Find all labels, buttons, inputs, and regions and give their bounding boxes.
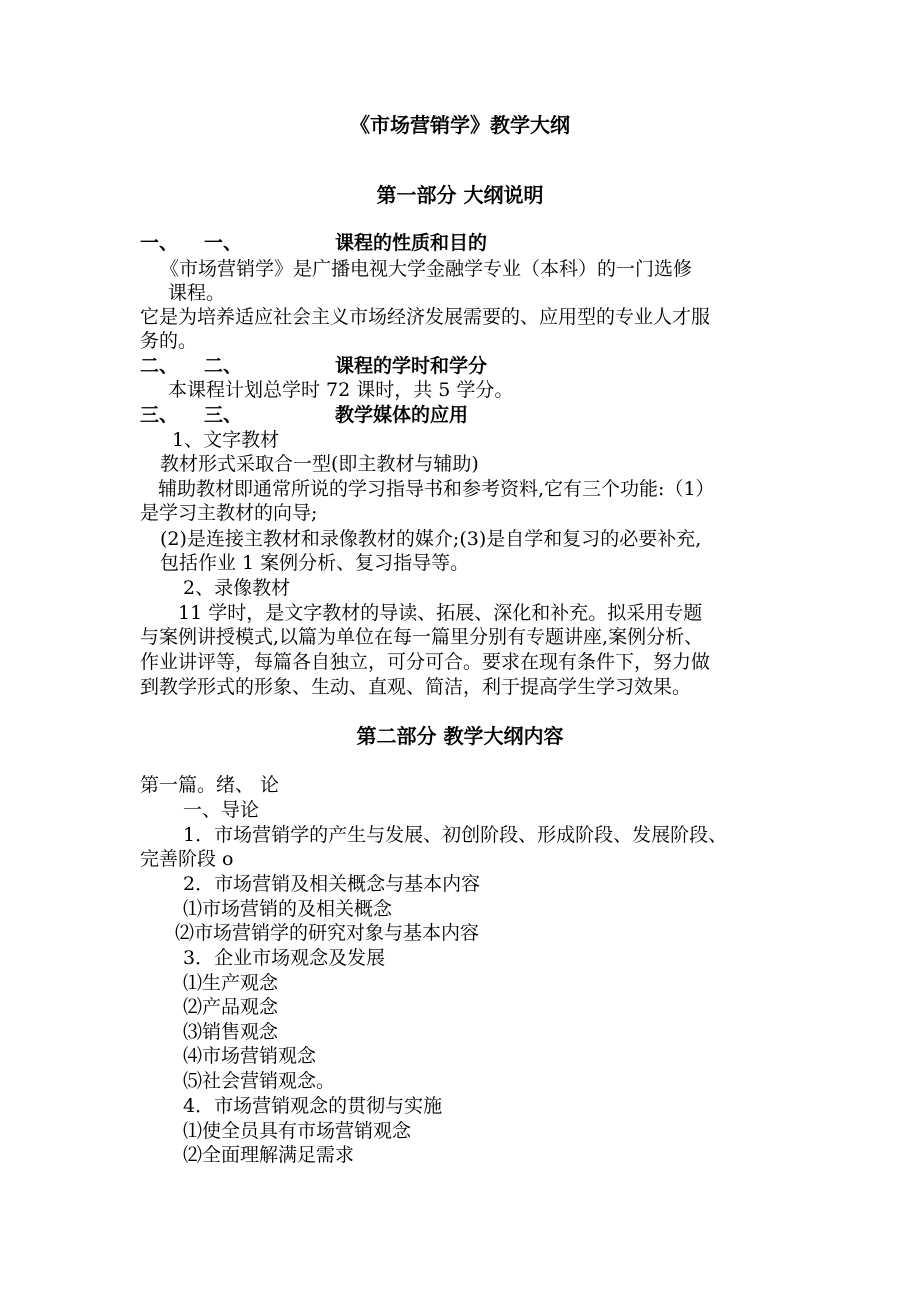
paragraph-line: 辅助教材即通常所说的学习指导书和参考资料,它有三个功能:（1） [158, 478, 715, 500]
section3-number-inner: 三、 [204, 404, 243, 426]
section1-heading: 课程的性质和目的 [335, 232, 488, 254]
chapter-heading: 第一篇。绪、 论 [140, 774, 280, 796]
outline-line: 完善阶段 o [140, 848, 234, 870]
paragraph-line: 教材形式采取合一型(即主教材与辅助) [160, 453, 479, 475]
section2-heading: 课程的学时和学分 [335, 355, 488, 377]
part2-title: 第二部分 教学大纲内容 [356, 724, 564, 748]
paragraph-line: 与案例讲授模式,以篇为单位在每一篇里分别有专题讲座,案例分析、 [140, 626, 704, 648]
paragraph-line: (2)是连接主教材和录像教材的媒介;(3)是自学和复习的必要补充, [160, 528, 702, 550]
outline-line: 3．企业市场观念及发展 [183, 947, 386, 969]
paragraph-line: 《市场营销学》是广播电视大学金融学专业（本科）的一门选修 [160, 258, 693, 280]
section3-number-outer: 三、 [140, 404, 179, 426]
outline-line: ⑴使全员具有市场营销观念 [183, 1120, 412, 1142]
section2-number-inner: 二、 [204, 355, 243, 377]
paragraph-line: 是学习主教材的向导; [140, 502, 318, 524]
document-title: 《市场营销学》教学大纲 [350, 113, 570, 137]
section2-number-outer: 二、 [140, 355, 179, 377]
paragraph-line: 务的。 [140, 330, 198, 352]
outline-line: ⑴生产观念 [183, 972, 279, 994]
outline-line: ⑶销售观念 [183, 1021, 279, 1043]
paragraph-line: 课程。 [168, 282, 226, 304]
outline-line: 1．市场营销学的产生与发展、初创阶段、形成阶段、发展阶段、 [183, 824, 728, 846]
paragraph-line: 11 学时，是文字教材的导读、拓展、深化和补充。拟采用专题 [178, 602, 703, 624]
outline-line: 2．市场营销及相关概念与基本内容 [183, 873, 481, 895]
outline-line: 4．市场营销观念的贯彻与实施 [183, 1095, 443, 1117]
section1-number-inner: 一、 [204, 232, 243, 254]
part1-title: 第一部分 大纲说明 [376, 183, 544, 207]
paragraph-line: 1、文字教材 [172, 429, 280, 451]
outline-line: ⑴市场营销的及相关概念 [183, 898, 393, 920]
outline-line: ⑵产品观念 [183, 996, 279, 1018]
section1-number-outer: 一、 [140, 232, 179, 254]
paragraph-line: 它是为培养适应社会主义市场经济发展需要的、应用型的专业人才服 [140, 306, 711, 328]
outline-line: ⑵市场营销学的研究对象与基本内容 [175, 922, 480, 944]
outline-line: ⑵全面理解满足需求 [183, 1144, 355, 1166]
paragraph-line: 作业讲评等，每篇各自独立，可分可合。要求在现有条件下，努力做 [140, 651, 711, 673]
outline-line: ⑷市场营销观念 [183, 1045, 317, 1067]
paragraph-line: 包括作业 1 案例分析、复习指导等。 [160, 552, 470, 574]
paragraph-line: 到教学形式的形象、生动、直观、简洁，利于提高学生学习效果。 [140, 676, 692, 698]
outline-line: 一、导论 [183, 799, 260, 821]
paragraph-line: 本课程计划总学时 72 课时，共 5 学分。 [168, 379, 514, 401]
section3-heading: 教学媒体的应用 [335, 404, 469, 426]
outline-line: ⑸社会营销观念。 [183, 1070, 336, 1092]
paragraph-line: 2、录像教材 [183, 577, 291, 599]
